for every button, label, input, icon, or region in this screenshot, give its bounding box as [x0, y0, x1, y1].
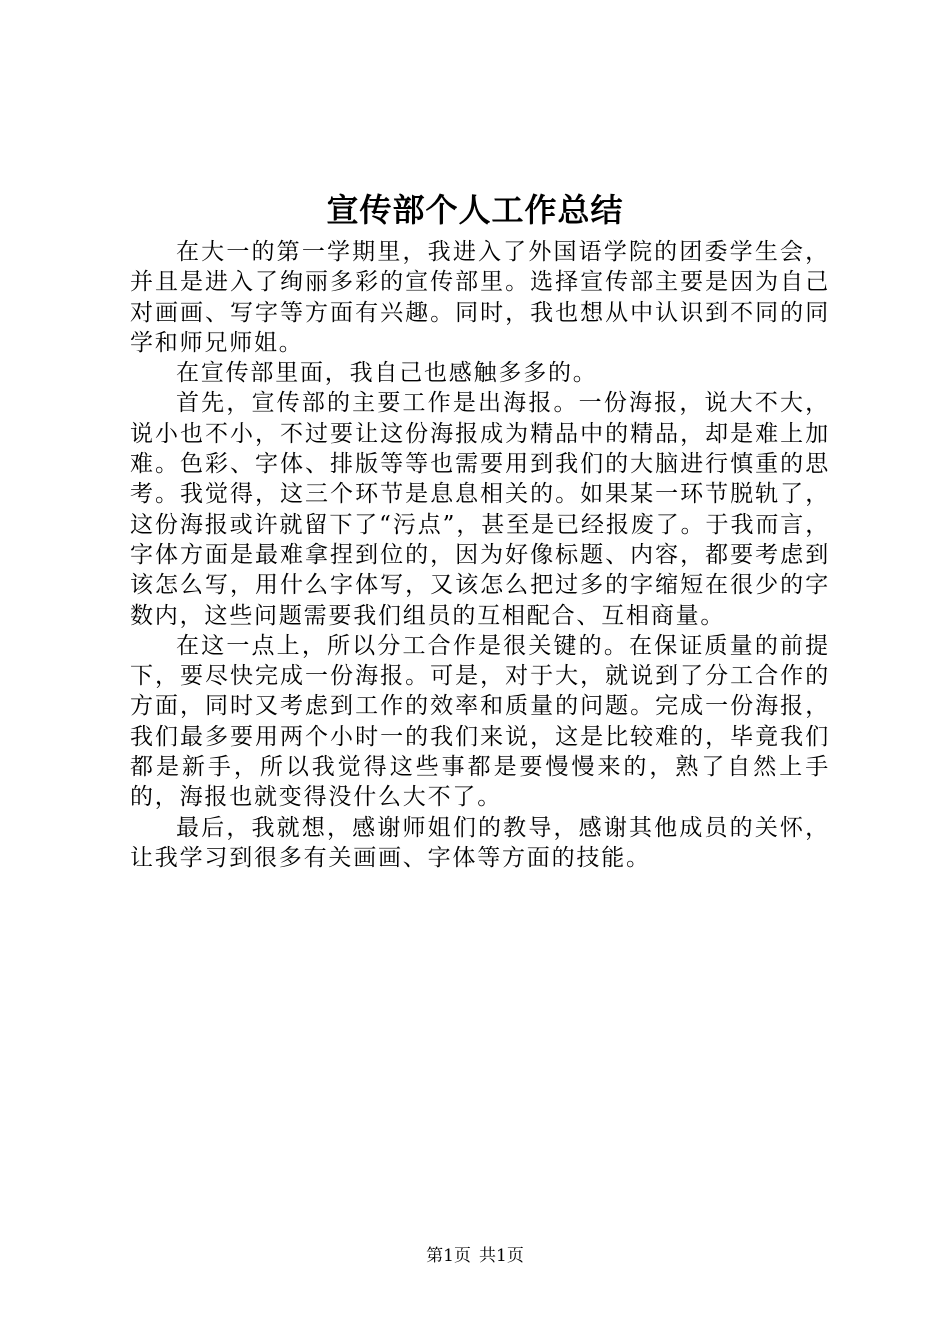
page-number: 第1页: [426, 1246, 471, 1266]
paragraph-2: 在宣传部里面，我自己也感触多多的。: [176, 360, 598, 387]
document-title: 宣传部个人工作总结: [326, 191, 624, 229]
document-body: [130, 237, 830, 873]
page-total: 共1页: [479, 1246, 524, 1266]
paragraph-3: 首先，宣传部的主要工作是出海报。一份海报，说大不大，说小也不小，不过要让这份海报成为精品中的精品，却是难上加难。色彩、字体、排版等等也需要用到我们的大脑进行慎重的思考。我觉得，这三个环节是息息相关的。如果某一环节脱轨了，这份海报或许就留下了“污点”，甚至是已经报废了。于我而言，字体方面是最难拿捏到位的，因为好像标题、内容，都要考虑到该怎么写，用什么字体写，又该怎么把过多的字缩短在很少的字数内，这些问题需要我们组员的互相配合、互相商量。: [130, 390, 830, 629]
paragraph-5: 最后，我就想，感谢师姐们的教导，感谢其他成员的关怀，让我学习到很多有关画画、字体等方面的技能。: [130, 814, 830, 871]
page-footer: [0, 1244, 950, 1268]
paragraph-1: 在大一的第一学期里，我进入了外国语学院的团委学生会，并且是进入了绚丽多彩的宣传部里。选择宣传部主要是因为自己对画画、写字等方面有兴趣。同时，我也想从中认识到不同的同学和师兄师姐。: [130, 239, 830, 356]
paragraph-4: 在这一点上，所以分工合作是很关键的。在保证质量的前提下，要尽快完成一份海报。可是，对于大，就说到了分工合作的方面，同时又考虑到工作的效率和质量的问题。完成一份海报，我们最多要用两个小时一的我们来说，这是比较难的，毕竟我们都是新手，所以我觉得这些事都是要慢慢来的，熟了自然上手的，海报也就变得没什么大不了。: [130, 632, 830, 811]
